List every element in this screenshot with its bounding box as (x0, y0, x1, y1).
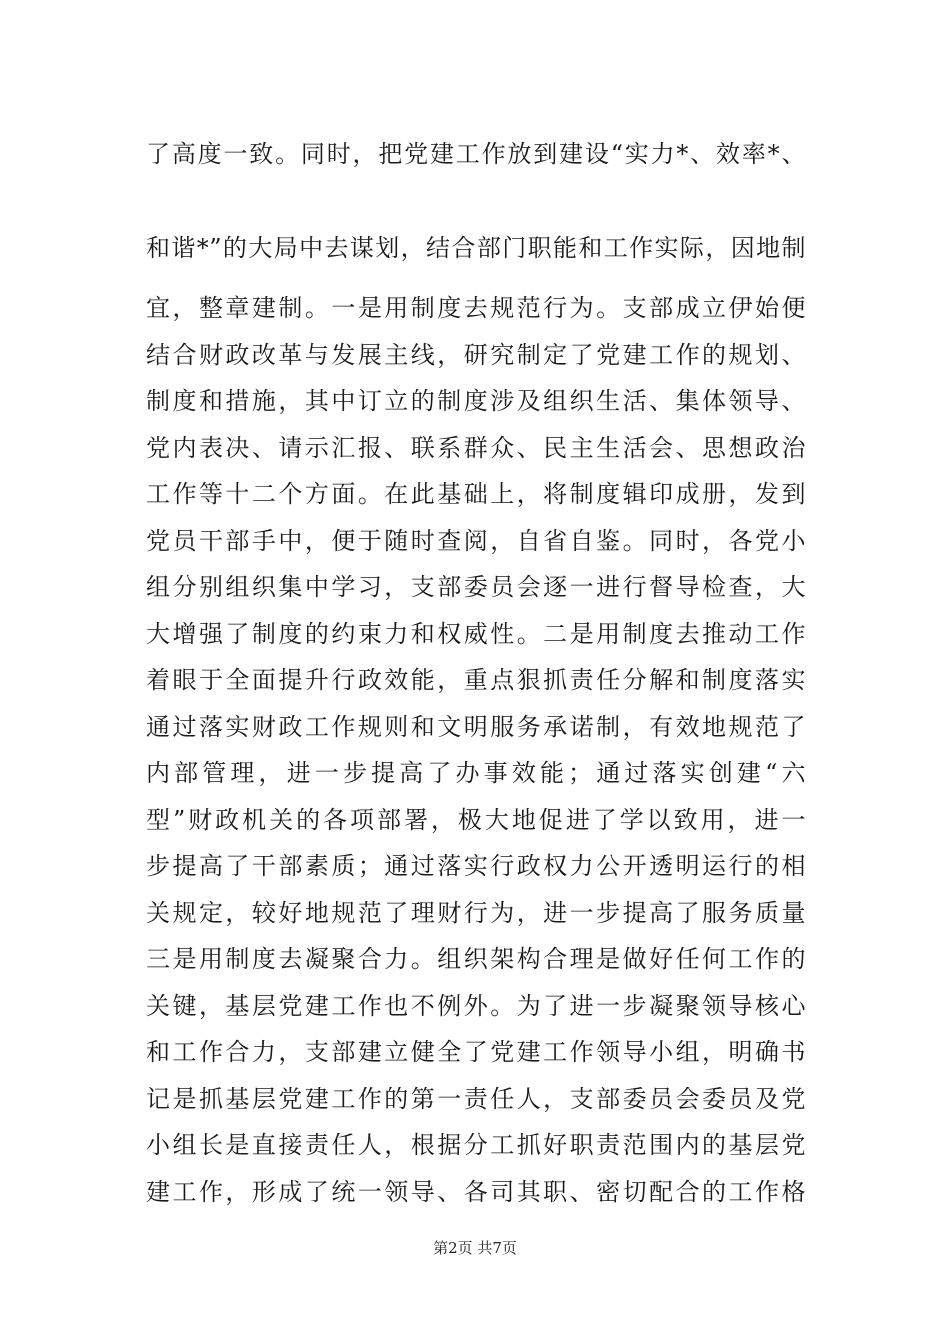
body-text-line: 建工作，形成了统一领导、各司其职、密切配合的工作格 (146, 1178, 806, 1206)
body-text-line: 了高度一致。同时，把党建工作放到建设“实力*、效率*、 (146, 140, 806, 168)
body-text-line: 三是用制度去凝聚合力。组织架构合理是做好任何工作的 (146, 945, 806, 973)
body-text-line: 和谐*”的大局中去谋划，结合部门职能和工作实际，因地制 (146, 234, 806, 262)
body-text-line: 通过落实财政工作规则和文明服务承诺制，有效地规范了 (146, 713, 806, 741)
body-text-line: 大增强了制度的约束力和权威性。二是用制度去推动工作 (146, 620, 806, 648)
body-text-line: 结合财政改革与发展主线，研究制定了党建工作的规划、 (146, 341, 806, 369)
body-text-line: 党内表决、请示汇报、联系群众、民主生活会、思想政治 (146, 434, 806, 462)
body-text-line: 制度和措施，其中订立的制度涉及组织生活、集体领导、 (146, 387, 806, 415)
page-number-footer: 第2页 共7页 (433, 1239, 517, 1257)
body-text-line: 宜，整章建制。一是用制度去规范行为。支部成立伊始便 (146, 294, 806, 322)
body-text-line: 组分别组织集中学习，支部委员会逐一进行督导检查，大 (146, 573, 806, 601)
body-text-line: 和工作合力，支部建立健全了党建工作领导小组，明确书 (146, 1038, 806, 1066)
body-text-line: 工作等十二个方面。在此基础上，将制度辑印成册，发到 (146, 480, 806, 508)
body-text-line: 关规定，较好地规范了理财行为，进一步提高了服务质量 (146, 899, 806, 927)
body-text-line: 小组长是直接责任人，根据分工抓好职责范围内的基层党 (146, 1131, 806, 1159)
body-text-line: 党员干部手中，便于随时查阅，自省自鉴。同时，各党小 (146, 527, 806, 555)
body-text-line: 记是抓基层党建工作的第一责任人，支部委员会委员及党 (146, 1085, 806, 1113)
body-text-line: 型”财政机关的各项部署，极大地促进了学以致用，进一 (146, 806, 806, 834)
body-text-line: 着眼于全面提升行政效能，重点狠抓责任分解和制度落实 (146, 666, 806, 694)
body-text-line: 关键，基层党建工作也不例外。为了进一步凝聚领导核心 (146, 992, 806, 1020)
body-text-line: 步提高了干部素质；通过落实行政权力公开透明运行的相 (146, 852, 806, 880)
body-text-line: 内部管理，进一步提高了办事效能；通过落实创建“六 (146, 759, 806, 787)
